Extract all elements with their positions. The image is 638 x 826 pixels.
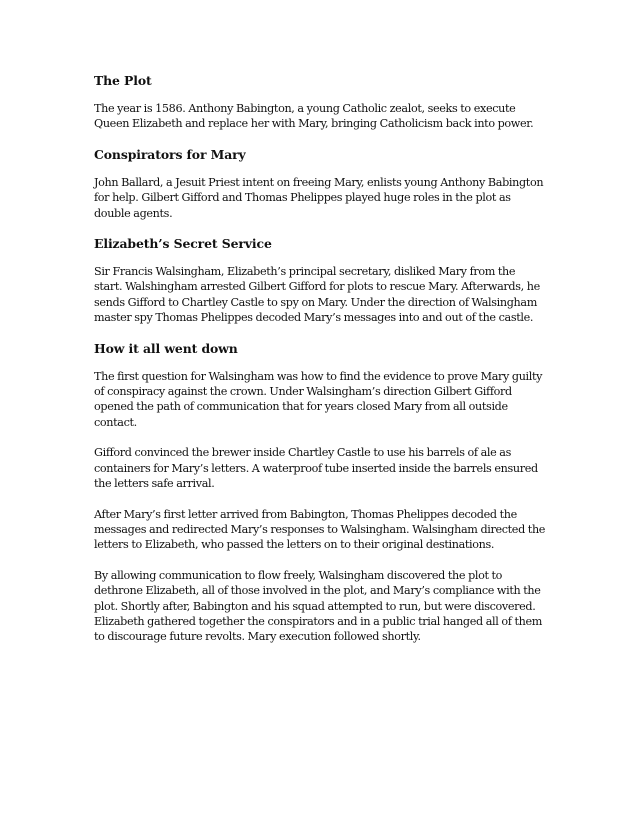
section-heading: The Plot bbox=[94, 73, 152, 88]
section-heading: Conspirators for Mary bbox=[94, 146, 246, 162]
section-heading: Elizabeth’s Secret Service bbox=[94, 236, 272, 252]
section-paragraph: After Mary’s first letter arrived from Babington, Thomas Phelippes decoded the messages and redirected Mary’s responses to Walsingham. Walsingham directed the letters to Elizabeth, who passed the letters on to their original destinations. bbox=[94, 507, 546, 552]
section-secret-service bbox=[94, 236, 546, 326]
section-the-plot bbox=[94, 73, 546, 132]
section-paragraph: The first question for Walsingham was how to find the evidence to prove Mary guilty of conspiracy against the crown. Under Walsingham’s direction Gilbert Gifford opened the path of communication that for years closed Mary from all outside contact. bbox=[94, 369, 543, 429]
section-paragraph: John Ballard, a Jesuit Priest intent on freeing Mary, enlists young Anthony Babington for help. Gilbert Gifford and Thomas Phelippes played huge roles in the plot as double agents. bbox=[94, 175, 544, 220]
section-conspirators bbox=[94, 147, 546, 221]
section-paragraph: By allowing communication to flow freely, Walsingham discovered the plot to dethrone Elizabeth, all of those involved in the plot, and Mary’s compliance with the plot. Shortly after, Babington and his squad attempted to run, but were discovered. Elizabeth gathered together the conspirators and in a public trial hanged all of them to discourage future revolts. Mary execution followed shortly. bbox=[94, 568, 543, 644]
section-paragraph: Gifford convinced the brewer inside Chartley Castle to use his barrels of ale as containers for Mary’s letters. A waterproof tube inserted inside the barrels ensured the letters safe arrival. bbox=[94, 446, 538, 491]
section-heading: How it all went down bbox=[94, 340, 238, 356]
section-how-it-went-down bbox=[94, 341, 546, 645]
section-paragraph: Sir Francis Walsingham, Elizabeth’s principal secretary, disliked Mary from the start. Walshingham arrested Gilbert Gifford for plots to rescue Mary. Afterwards, he sends Gifford to Chartley Castle to spy on Mary. Under the direction of Walsingham master spy Thomas Phelippes decoded Mary’s messages into and out of the castle. bbox=[94, 265, 540, 325]
document-page bbox=[94, 73, 546, 660]
section-paragraph: The year is 1586. Anthony Babington, a young Catholic zealot, seeks to execute Queen Elizabeth and replace her with Mary, bringing Catholicism back into power. bbox=[94, 102, 534, 131]
